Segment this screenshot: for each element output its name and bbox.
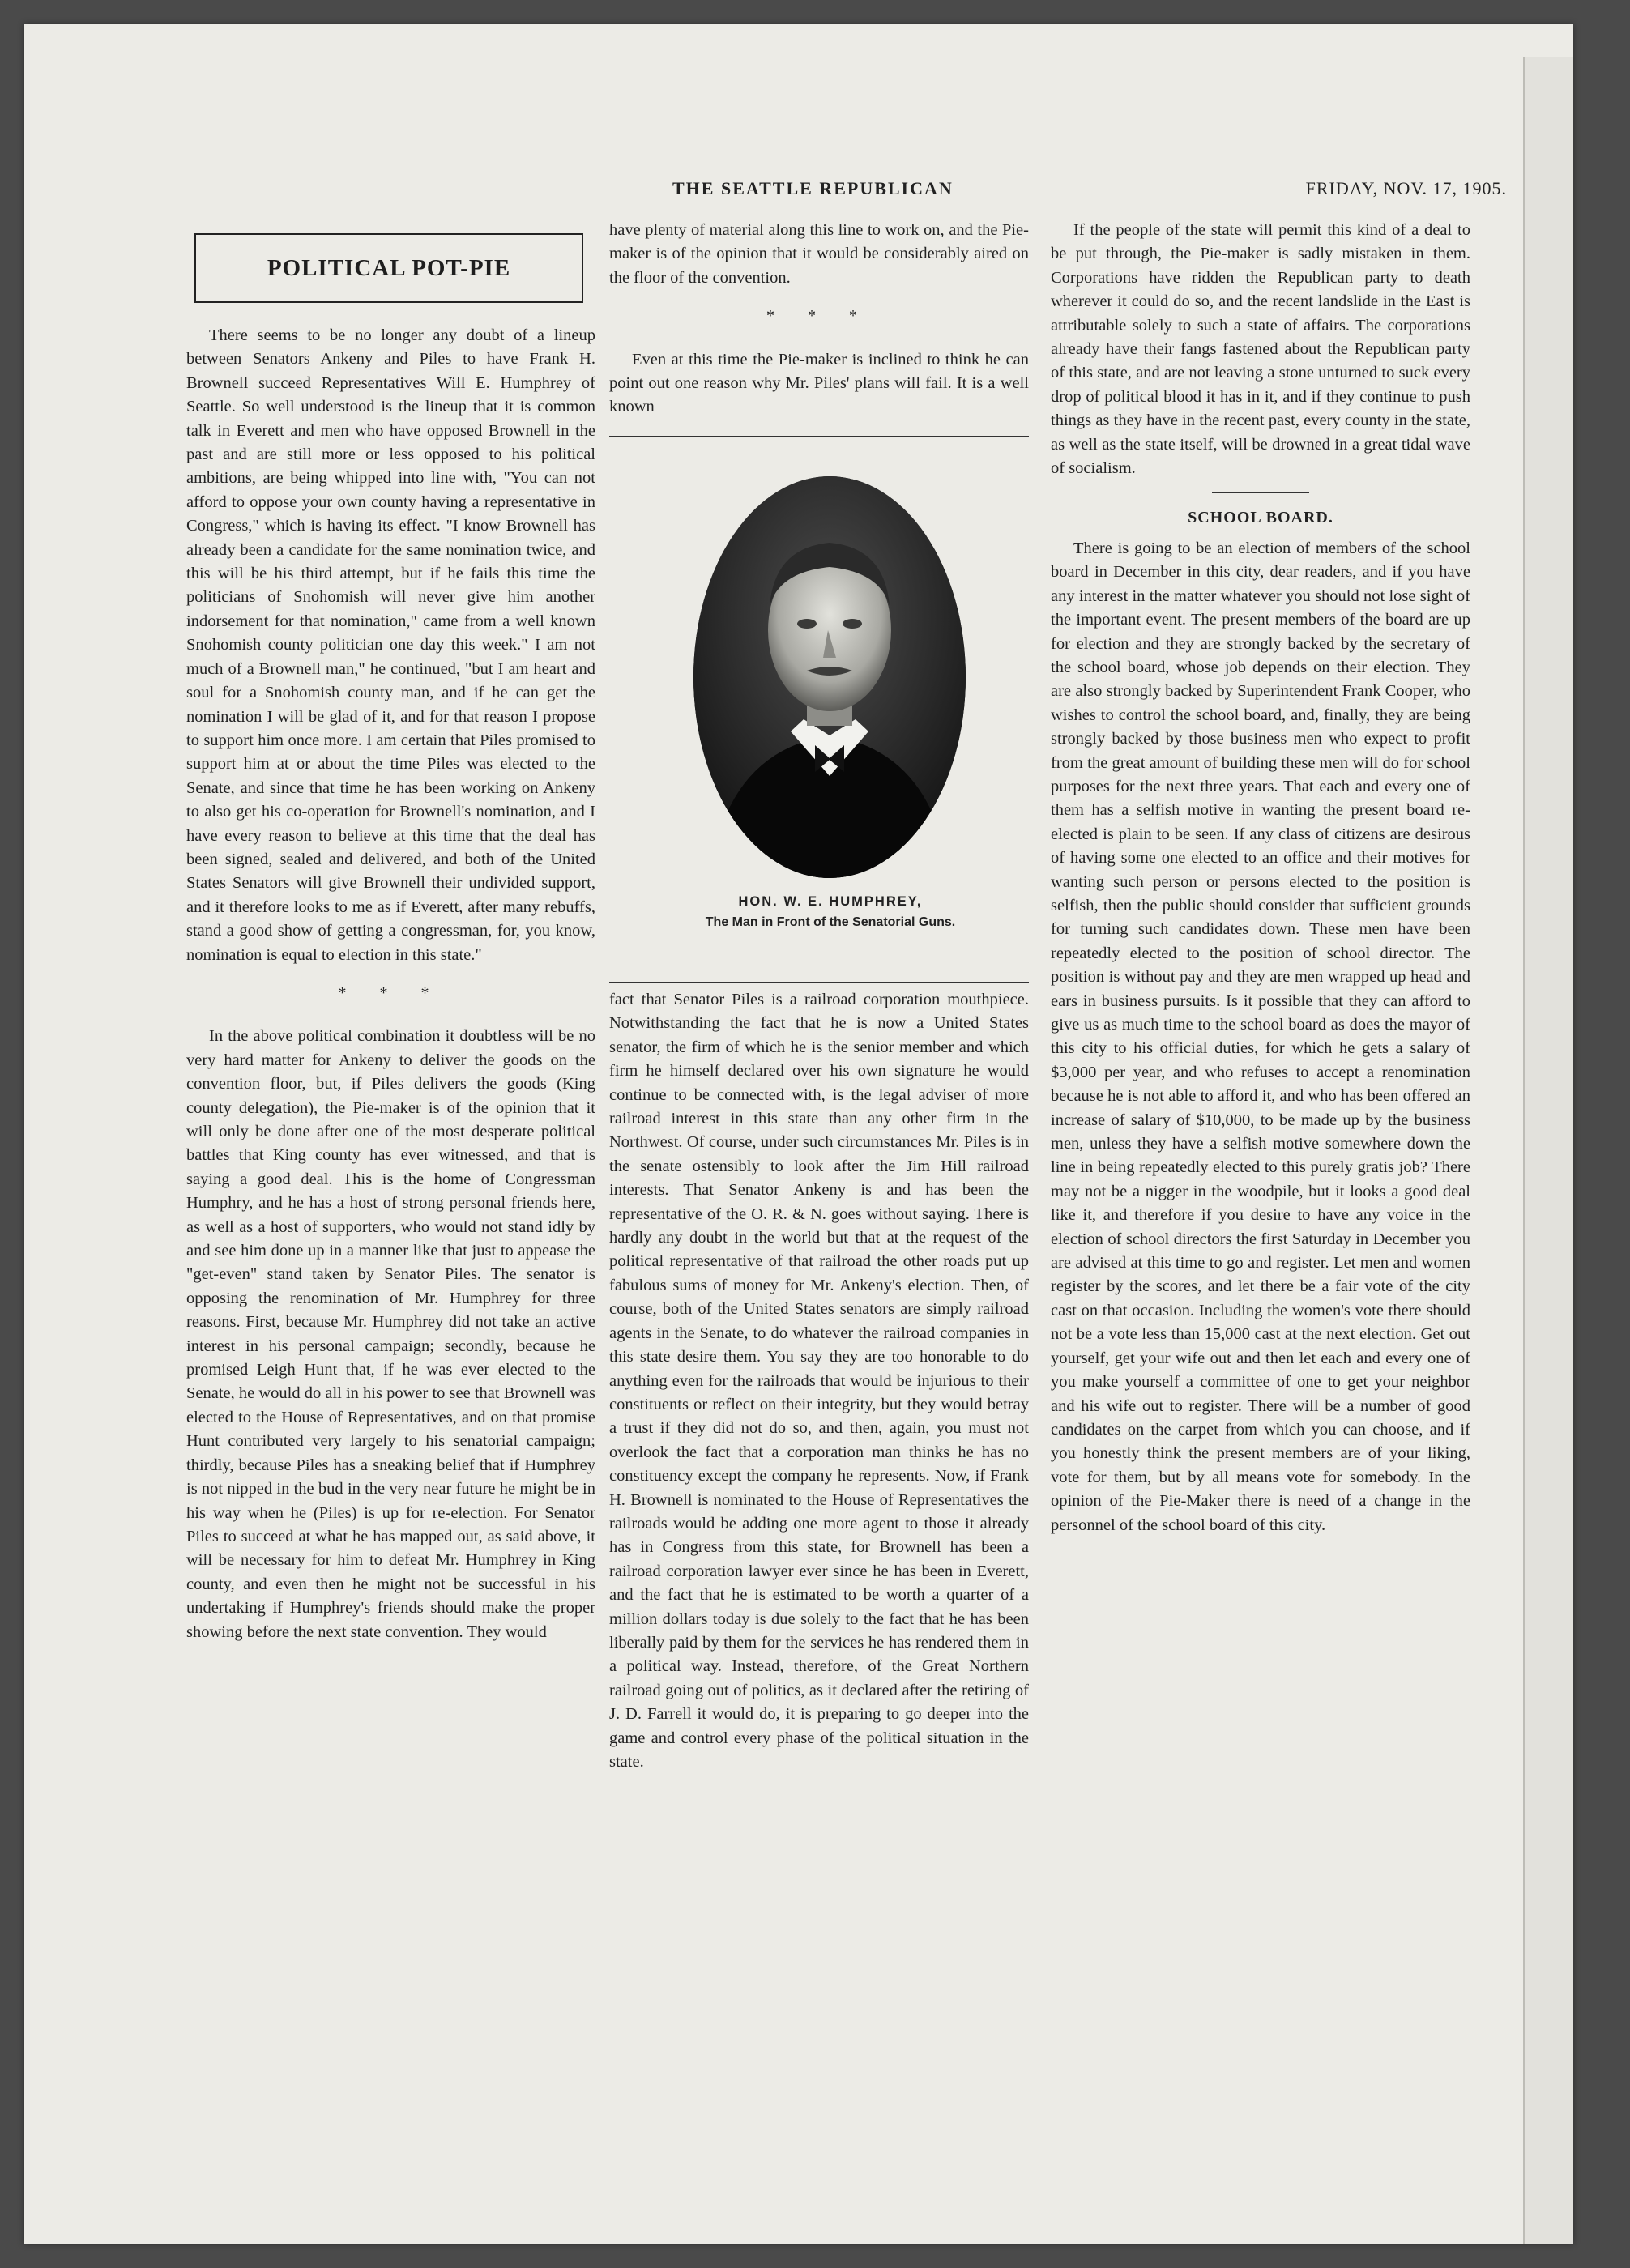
portrait-caption-subtitle: The Man in Front of the Senatorial Guns. <box>705 915 956 929</box>
section-heading: SCHOOL BOARD. <box>1188 509 1333 527</box>
column-title: POLITICAL POT-PIE <box>267 254 511 281</box>
newspaper-page <box>24 24 1573 2244</box>
column-rule <box>609 982 1029 983</box>
article-paragraph: In the above political combination it doubtless will be no very hard matter for Ankeny to deliver the goods on the convention floor, but, if Piles delivers the goods (King county delegation), the Pie-maker is of the opinion that it will only be done after one of the most desperate political battles that King county has ever witnessed, and that is saying a good deal. This is the home of Congressman Humphry, and he has a host of strong personal friends here, as well as a host of supporters, who would not stand idly by and see him done up in a manner like that just to appease the "get-even" stand taken by Senator Piles. The senator is opposing the renomination of Mr. Humphrey for three reasons. First, because Mr. Humphrey did not take an active interest in his personal campaign; secondly, because he promised Leigh Hunt that, if he was ever elected to the Senate, he would do all in his power to see that Brownell was elected to the House of Representatives, and on that promise Hunt contributed very largely to his senatorial campaign; thirdly, because Piles has a sneaking belief that if Humphrey is not nipped in the bud in the very near future he might be in his way when he (Piles) is up for re-election. For Senator Piles to succeed at what he has mapped out, as said above, it will be necessary for him to defeat Mr. Humphrey in King county, and even then he might not be successful in his undertaking if Humphrey's friends should make the proper showing before the next state convention. They would <box>186 1027 595 1641</box>
adjacent-page-edge <box>1523 57 1573 2244</box>
article-paragraph: There is going to be an election of members of the school board in December in this city, dear readers, and if you have any interest in the matter whatever you should not lose sight of the important event. The present members of the board are up for election and they are strongly backed by the secretary of the school board, whose job depends on their election. They are also strongly backed by Superintendent Frank Cooper, who wishes to control the school board, and, finally, they are being strongly backed by those business men who expect to profit from the great amount of building these men will do for school purposes for the next three years. That each and every one of them has a selfish motive in wanting the present board re-elected is plain to be seen. If any class of citizens are desirous of having some one elected to an office and their motives for wanting such person or persons elected to the position is selfish, then the public should consider that sufficient grounds for turning such candidates down. These men have been repeatedly elected to the position of school director. The position is without pay and they are men wrapped up head and ears in business pursuits. Is it possible that they can afford to give us as much time to the school board as does the mayor of this city to his official duties, for which he gets a salary of $3,000 per year, and who refuses to accept a renomination because he is not able to afford it, and who has been offered an increase of salary of $10,000, to be made up by the business men, unless they have a selfish motive somewhere down the line in being repeatedly elected to this purely gratis job? There may not be a nigger in the woodpile, but it looks a good deal like it, and therefore if you desire to have any voice in the election of school directors the first Saturday in December you are advised at this time to go and register. Let men and women register by the scores, and let there be a fair vote of the city cast on that occasion. Including the women's vote there should not be a vote less than 15,000 cast at the next election. Get out yourself, get your wife out and then let each and every one of you make yourself a committee of one to get your neighbor and his wife out to register. There will be a number of good candidates on the carpet from which you can choose, and if you honestly think the present members are of your liking, vote for them, but by all means vote for somebody. In the opinion of the Pie-Maker there is need of a change in the personnel of the school board of this city. <box>1051 539 1470 1534</box>
article-paragraph: If the people of the state will permit this kind of a deal to be put through, the Pie-maker is sadly mistaken in them. Corporations have ridden the Republican party to death wherever it could do so, and the recent landslide in the East is attributable solely to such a state of affairs. The corporations already have their fangs fastened about the Republican party of this state, and are not leaving a stone unturned to suck every drop of political blood it has in it, and if they continue to push things as they have in the recent past, every county in the state, as well as the state itself, will be drowned in a great tidal wave of socialism. <box>1051 221 1470 478</box>
column-title-box <box>194 233 583 303</box>
section-separator-stars: * * * <box>338 983 444 1002</box>
section-separator-stars: * * * <box>766 307 872 326</box>
portrait-illustration <box>693 476 966 878</box>
article-paragraph: fact that Senator Piles is a railroad corporation mouthpiece. Notwithstanding the fact that he is now a United States senator, the firm of which he is the senior member and which firm he himself declared over his own signature he would continue to be connected with, is the legal adviser of more railroad interest in this state than any other firm in the Northwest. Of course, under such circumstances Mr. Piles is in the senate ostensibly to look after the Jim Hill railroad interests. That Senator Ankeny is and has been the representative of the O. R. & N. goes without saying. There is hardly any doubt in the world but that at the request of the political representative of that railroad the other roads put up fabulous sums of money for Mr. Ankeny's election. Then, of course, both of the United States senators are simply railroad agents in the Senate, to do whatever the railroad companies in this state desire them. You say they are too honorable to do anything even for the railroads that would be injurious to their constituents or reflect on their integrity, but they would betray a trust if they did not do so, and then, again, you must not overlook the fact that a corporation man thinks he has no constituency except the company he represents. Now, if Frank H. Brownell is nominated to the House of Representatives the railroads would be adding one more agent to those it already has in Congress from this state, for Brownell has been a railroad corporation lawyer ever since he has been in Everett, and the fact that he is estimated to be worth a quarter of a million dollars today is due solely to the fact that he has been liberally paid by them for the services he has rendered them in a political way. Instead, therefore, of the Great Northern railroad going out of politics, as it declared after the retiring of J. D. Farrell it would do, it is preparing to go deeper into the game and control every phase of the political situation in the state. <box>609 991 1029 1771</box>
article-column-3 <box>1051 219 1470 1537</box>
publication-name: THE SEATTLE REPUBLICAN <box>672 178 954 198</box>
article-column-2-bottom <box>609 982 1029 1774</box>
portrait-block <box>632 460 1029 978</box>
page-header <box>672 178 1507 211</box>
article-paragraph: have plenty of material along this line to work on, and the Pie-maker is of the opinion that it would be considerably aired on the floor of the convention. <box>609 221 1029 287</box>
issue-date: FRIDAY, NOV. 17, 1905. <box>1305 178 1507 198</box>
article-column-1 <box>186 324 595 1644</box>
article-paragraph: There seems to be no longer any doubt of a lineup between Senators Ankeny and Piles to have Frank H. Brownell succeed Representatives Will E. Humphrey of Seattle. So well understood is the lineup that it is common talk in Everett and men who have opposed Brownell in the past and are still more or less opposed to his political ambitions, are being whipped into line with, "You can not afford to oppose your own county having a representative in Congress," which is having its effect. "I know Brownell has already been a candidate for the same nomination twice, and this will be his third attempt, but if he fails this time the politicians of Snohomish will never give him another indorsement for that nomination," came from a well known Snohomish county politician one day this week." I am not much of a Brownell man," he continued, "but I am heart and soul for a Snohomish county man, and if he can get the nomination I will be glad of it, and for that reason I propose to support him once more. I am certain that Piles promised to support him at or about the time Piles was elected to the Senate, and since that time he has been working on Ankeny to also get his co-operation for Brownell's nomination, and I have every reason to believe at this time that the deal has been signed, sealed and delivered, and both of the United States Senators will give Brownell their undivided support, and it therefore looks to me as if Everett, after many rebuffs, stand a good show of getting a congressman, for, you know, nomination is equal to election in this state." <box>186 326 595 964</box>
article-paragraph: Even at this time the Pie-maker is inclined to think he can point out one reason why Mr. Piles' plans will fail. It is a well known <box>609 350 1029 416</box>
column-rule <box>609 436 1029 437</box>
article-column-2-top <box>609 219 1029 454</box>
portrait-caption-name: HON. W. E. HUMPHREY, <box>738 894 923 909</box>
portrait-photo <box>693 476 966 878</box>
section-rule <box>1212 492 1309 493</box>
